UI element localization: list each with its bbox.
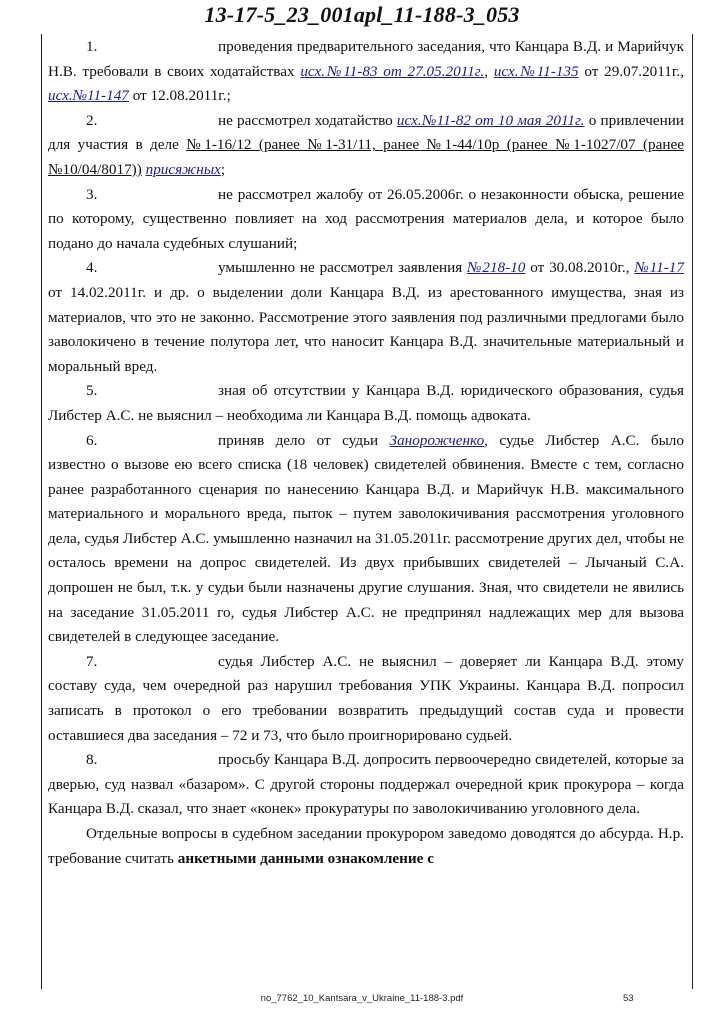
document-link[interactable]: исх.№11-147 <box>48 87 129 105</box>
paragraph <box>48 109 684 183</box>
paragraph-text: не рассмотрел жалобу от 26.05.2006г. о незаконности обыска, решение по которому, существенно повлияет на ход рассмотрения материалов дела, и которое было подано до начала судебных слушаний; <box>48 185 684 252</box>
paragraph <box>48 379 684 428</box>
paragraph-number: 1. <box>86 38 98 55</box>
paragraph-text: от 29.07.2011г., <box>578 62 685 80</box>
document-link[interactable]: исх.№11-135 <box>493 62 579 80</box>
paragraph-number: 5. <box>86 382 98 400</box>
paragraph <box>48 748 684 822</box>
paragraph-text: судья Либстер А.С. не выяснил – доверяет ли Канцара В.Д. этому составу суда, чем очередной раз нарушил требования УПК Украины. Канцара В.Д. попросил записать в протокол о его требовании возвратить предыдущий состав суда и провести оставшиеся два заседания – 72 и 73, что было проигнорировано судьей. <box>48 652 684 744</box>
underlined-text: №1-16/12 (ранее №1-31/11, ранее №1-44/10р (ранее №1-1027/07 (ранее №10/04/8017)) <box>48 136 684 178</box>
paragraph-number: 8. <box>86 751 98 769</box>
paragraph-text: Отдельные вопросы в судебном заседании прокурором заведомо доводятся до абсурда. Н.р. требование считать <box>48 825 684 867</box>
paragraph <box>48 650 684 748</box>
left-margin-line <box>41 34 42 989</box>
document-link[interactable]: исх.№11-82 от 10 мая 2011г. <box>396 111 585 129</box>
document-header-title: 13-17-5_23_001apl_11-188-3_053 <box>204 2 520 27</box>
document-body <box>48 35 684 871</box>
paragraph <box>48 35 684 109</box>
paragraph-text: от 14.02.2011г. и др. о выделении доли Канцара В.Д. из арестованного имущества, зная из материалов, что это не законно. Рассмотрение этого заявления под различными предлогами было заволокичено в течение полутора лет, что наносит Канцара В.Д. значительные материальный и моральный вред. <box>48 283 684 375</box>
paragraph-text: приняв дело от судьи <box>218 431 390 449</box>
paragraph-text: о привлечении для участия в деле <box>48 111 684 154</box>
paragraph <box>48 822 684 871</box>
document-link[interactable]: исх.№11-83 от 27.05.2011г. <box>300 62 485 80</box>
document-link[interactable]: Занорожченко <box>389 431 485 449</box>
paragraph <box>48 429 684 650</box>
paragraph-text: от 12.08.2011г.; <box>128 87 231 105</box>
paragraph-text: просьбу Канцара В.Д. допросить первоочередно свидетелей, которые за дверью, суд назвал «базаром». С другой стороны поддержал очередной крик прокурора – когда Канцара В.Д. сказал, что знает «конек» прокуратуры по заволокичиванию уголовного дела. <box>48 751 684 818</box>
document-link[interactable]: присяжных <box>145 160 221 178</box>
paragraph-text: зная об отсутствии у Канцара В.Д. юридического образования, судья Либстер А.С. не выяснил – необходима ли Канцара В.Д. помощь адвоката. <box>48 382 684 424</box>
document-link[interactable]: №11-17 <box>634 259 684 277</box>
page-footer <box>0 990 724 1010</box>
page-number: 53 <box>623 993 634 1004</box>
paragraph-text: , судье Либстер А.С. было известно о вызове ею всего списка (18 человек) свидетелей обвинения. Вместе с тем, согласно ранее разработанного сценария по нанесению Канцара В.Д. и Марийчук Н.В. максимального материального и морального вреда, пыток – путем заволокичивания рассмотрения уголовного дела, судья Либстер А.С. умышленно назначил на 31.05.2011г. рассмотрение других дел, чтобы не осталось времени на допрос свидетелей. Из двух прибывших свидетелей – Лычаный С.А. допрошен не был, т.к. у судьи были назначены другие слушания. Зная, что свидетели не явились на заседание 31.05.2011 го, судья Либстер А.С. не предпринял надлежащих мер для вызова свидетелей в следующее заседание. <box>48 431 684 646</box>
document-link[interactable]: №218-10 <box>467 259 526 277</box>
paragraph <box>48 183 684 257</box>
paragraph-text: ; <box>220 160 226 178</box>
paragraph-number: 4. <box>86 259 98 277</box>
paragraph-number: 7. <box>86 652 98 670</box>
paragraph-text: не рассмотрел ходатайство <box>218 111 397 129</box>
paragraph-text: от 30.08.2010г., <box>525 259 635 277</box>
paragraph <box>48 256 684 379</box>
bold-text: анкетными данными ознакомление с <box>177 849 434 867</box>
paragraph-number: 3. <box>86 185 98 203</box>
paragraph-number: 6. <box>86 431 98 449</box>
paragraph-text: умышленно не рассмотрел заявления <box>218 259 468 277</box>
right-margin-line <box>692 34 693 989</box>
paragraph-text: , <box>484 62 494 80</box>
paragraph-text: проведения предварительного заседания, что Канцара В.Д. и Марийчук Н.В. требовали в своих ходатайствах <box>48 38 684 80</box>
footer-filename: no_7762_10_Kantsara_v_Ukraine_11-188-3.pdf <box>260 993 464 1004</box>
paragraph-number: 2. <box>86 111 98 129</box>
